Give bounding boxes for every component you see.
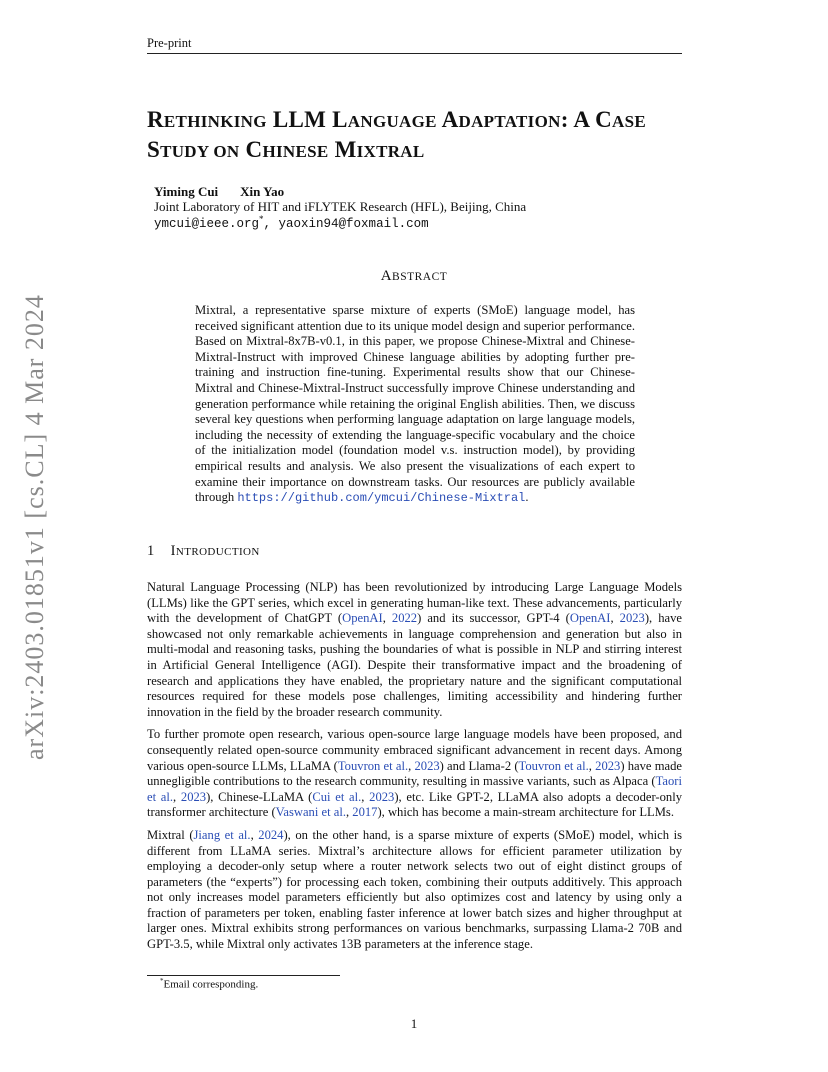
paragraph-text: ,	[610, 611, 620, 626]
citation-link[interactable]: Taori et al.	[147, 774, 682, 804]
author-list	[154, 184, 284, 200]
citation-link[interactable]: Touvron et al.	[337, 758, 409, 773]
title-run: : A C	[560, 107, 613, 132]
github-link[interactable]: https://github.com/ymcui/Chinese-Mixtral	[237, 491, 526, 506]
citation-link[interactable]: 2022	[391, 611, 418, 626]
abstract-heading-initial: A	[380, 268, 393, 284]
email-first[interactable]: ymcui@ieee.org	[154, 217, 260, 232]
title-run: M	[328, 137, 357, 162]
footnote-mark: *	[160, 977, 164, 985]
paragraph-text: ,	[382, 611, 392, 626]
abstract-end: .	[525, 490, 529, 505]
author-name: Yiming Cui	[154, 184, 219, 199]
citation-link[interactable]: 2017	[352, 805, 378, 820]
citation-link[interactable]: 2023	[619, 611, 645, 626]
introduction-body	[147, 580, 682, 960]
citation-link[interactable]: Cui et al.	[312, 789, 362, 804]
email-second[interactable]: yaoxin94@foxmail.com	[278, 217, 429, 232]
email-separator: ,	[263, 217, 279, 232]
arxiv-identifier: arXiv:2403.01851v1 [cs.CL] 4 Mar 2024	[20, 294, 49, 760]
running-header: Pre-print	[147, 36, 192, 50]
footnote-text: Email corresponding.	[163, 978, 259, 991]
title-run: S	[147, 137, 161, 162]
footnote-rule	[147, 975, 340, 976]
paragraph-text: ) and its successor, GPT-4 (	[417, 611, 570, 626]
author-emails	[154, 214, 429, 231]
footnote	[160, 977, 258, 991]
paragraph-text: To further promote open research, various open-source large language models have been proposed, and consequently related open-source community embraced significant advancement in recent days. Among various open-source LLMs, LLaMA (	[147, 727, 682, 773]
author-name: Xin Yao	[240, 184, 285, 199]
header-rule	[147, 53, 682, 54]
affiliation: Joint Laboratory of HIT and iFLYTEK Research (HFL), Beijing, China	[154, 199, 527, 214]
citation-link[interactable]: Touvron et al.	[518, 758, 589, 773]
citation-link[interactable]: Jiang et al.	[193, 827, 251, 842]
abstract-heading-rest: BSTRACT	[392, 271, 448, 283]
paper-title	[147, 106, 687, 166]
paragraph-text: ) have made unnegligible contributions to the research community, resulting in massive variants, such as Alpaca (	[147, 758, 682, 789]
abstract-text: Mixtral, a representative sparse mixture of experts (SMoE) language model, has received significant attention due to its unique model design and superior performance. Based on Mixtral-8x7B-v0.1, in this paper, we propose Chinese-Mixtral and Chinese-Mixtral-Instruct with improved Chinese language abilities by adopting further pre-training and instruction fine-tuning. Experimental results show that our Chinese-Mixtral and Chinese-Mixtral-Instruct successfully improve Chinese understanding and generation performance while retaining the original English abilities. Then, we discuss several key questions when performing language adaptation on large language models, including the necessity of extending the language-specific vocabulary and the choice of the initialization model (foundation model v.s. instruction model), by providing empirical results and analysis. We also present the visualizations of each expert to examine their importance on downstream tasks. Our resources are publicly available through	[195, 303, 635, 505]
paragraph-text: Natural Language Processing (NLP) has been revolutionized by introducing Large Language Models (LLMs) like the GPT series, which excel in generating human-like text. These advancements, particularly with the development of ChatGPT (	[147, 580, 682, 626]
title-smallcaps-run: HINESE	[262, 142, 329, 161]
citation-link[interactable]: 2023	[414, 758, 440, 773]
paragraph-text: ,	[588, 758, 596, 773]
paragraph-text: ,	[173, 789, 181, 804]
paragraph-text: Mixtral (	[147, 827, 194, 842]
paragraph-text: ,	[408, 758, 415, 773]
section-heading	[147, 543, 260, 560]
paragraph-text: ), have showcased not only remarkable achievements in language comprehension and generation but also in multi-modal and reasoning tasks, pushing the boundaries of what is possible in NLP and stirring interest in Artificial General Intelligence (AGI). Despite their transformative impact and the broadening of research and applications they have enabled, the proprietary nature and the significant computational resources required for these models pose challenges, limiting accessibility and hindering further innovation in the field by the broader research community.	[147, 611, 682, 719]
paragraph-text: ) and Llama-2 (	[439, 758, 519, 773]
title-smallcaps-run: IXTRAL	[356, 142, 425, 161]
paragraph-text: ,	[250, 827, 259, 842]
title-smallcaps-run: ASE	[612, 112, 647, 131]
paragraph	[147, 828, 682, 953]
paragraph-text: ), Chinese-LLaMA (	[206, 789, 313, 804]
abstract-body	[195, 303, 635, 507]
title-run: A	[436, 107, 459, 132]
title-smallcaps-run: TUDY ON	[160, 142, 240, 161]
citation-link[interactable]: 2024	[258, 827, 284, 842]
paragraph	[147, 727, 682, 821]
citation-link[interactable]: Vaswani et al.	[275, 805, 346, 820]
abstract-heading	[0, 268, 828, 285]
title-run: LLM L	[266, 107, 348, 132]
title-smallcaps-run: ETHINKING	[163, 112, 267, 131]
citation-link[interactable]: 2023	[595, 758, 621, 773]
section-number: 1	[147, 543, 155, 559]
paragraph-text: ,	[361, 789, 370, 804]
title-smallcaps-run: ANGUAGE	[347, 112, 437, 131]
citation-link[interactable]: 2023	[180, 789, 207, 804]
footnote-mark: *	[259, 214, 264, 224]
paragraph-text: ), which has become a main-stream architecture for LLMs.	[377, 805, 674, 820]
citation-link[interactable]: OpenAI	[342, 611, 383, 626]
page-number: 1	[410, 1016, 418, 1031]
section-title-rest: NTRODUCTION	[175, 546, 260, 558]
citation-link[interactable]: 2023	[369, 789, 395, 804]
paragraph	[147, 580, 682, 720]
paragraph-text: ,	[345, 805, 353, 820]
paragraph-text: ), etc. Like GPT-2, LLaMA also adopts a decoder-only transformer architecture (	[147, 789, 682, 820]
section-title-initial: I	[170, 543, 176, 559]
title-run: R	[147, 107, 164, 132]
paragraph-text: ), on the other hand, is a sparse mixture of experts (SMoE) model, which is different from LLaMA series. Mixtral’s architecture allows for efficient parameter utilization by employing a decoder-only setup where a router network selects two out of eight distinct groups of parameters (the “experts”) for processing each token, combining their outputs additively. This approach not only increases model parameters efficiently but also optimizes cost and latency by using only a fraction of parameters per token, enabling faster inference at lower batch sizes and higher throughput at larger ones. Mixtral exhibits strong performances on various benchmarks, surpassing Llama-2 70B and GPT-3.5, while Mixtral only activates 13B parameters at the inference stage.	[147, 827, 682, 952]
title-smallcaps-run: DAPTATION	[458, 112, 561, 131]
citation-link[interactable]: OpenAI	[569, 611, 611, 626]
title-run: C	[239, 137, 263, 162]
